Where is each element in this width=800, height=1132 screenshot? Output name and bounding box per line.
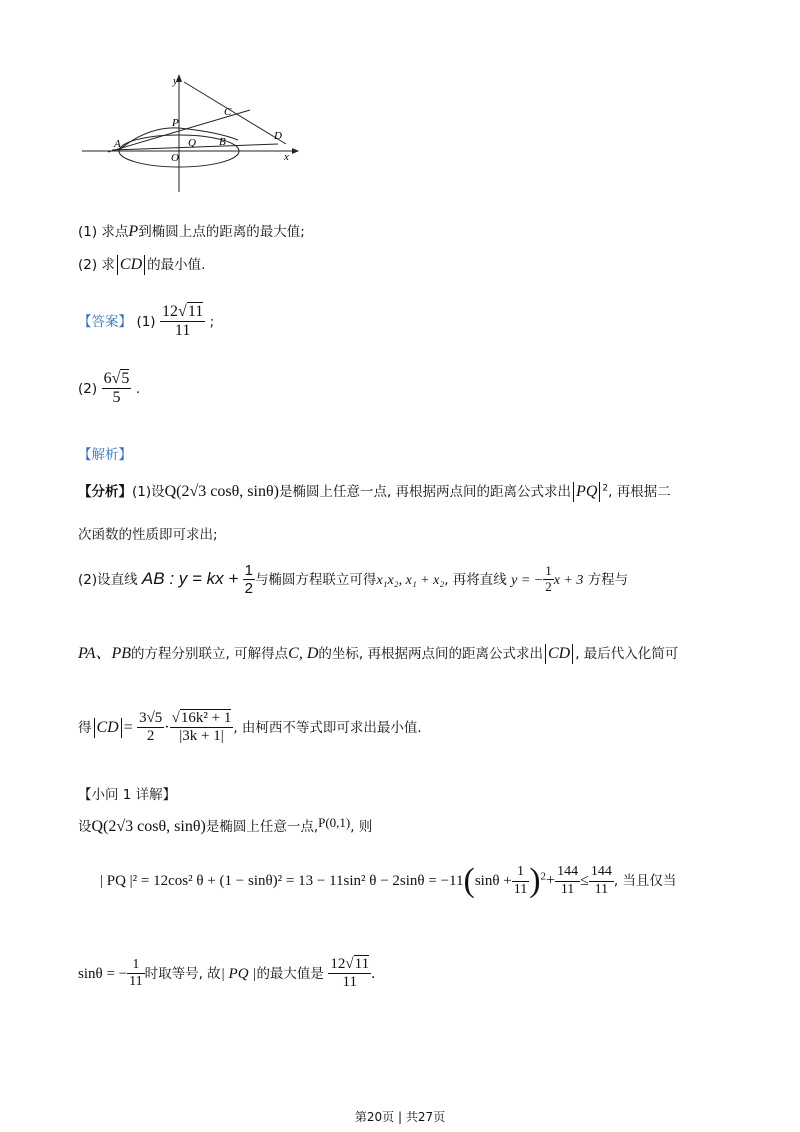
label-b: B bbox=[219, 136, 226, 148]
label-d: D bbox=[274, 130, 282, 142]
label-c: C bbox=[224, 106, 232, 118]
analysis-line-1b: 次函数的性质即可求出; bbox=[78, 527, 218, 543]
ellipse-figure bbox=[78, 70, 308, 200]
analysis-fx-tag: 【分析】 bbox=[78, 484, 132, 500]
analysis-q-expr: Q(2√3 cosθ, sinθ) bbox=[164, 483, 279, 500]
detail-line-1: 设Q(2√3 cosθ, sinθ)是椭圆上任意一点,P(0,1), 则 bbox=[78, 815, 373, 835]
analysis-line-3: PA、PB的方程分别联立, 可解得点C, D的坐标, 再根据两点间的距离公式求出 CD , 最后代入化简可 bbox=[78, 645, 679, 662]
label-o: O bbox=[171, 152, 179, 164]
detail-tag: 【小问 1 详解】 bbox=[78, 787, 177, 803]
question-2 bbox=[78, 253, 205, 275]
detail-conclusion: sinθ = − $\frac{1}{11}$ 时取等号, 故| PQ |的最大值是 $\frac{12√11}{11}$ . bbox=[78, 956, 376, 991]
q1-text: 求点 bbox=[101, 224, 129, 240]
line-pd bbox=[184, 82, 286, 144]
question-1 bbox=[78, 220, 305, 241]
q2-number: (2) bbox=[78, 257, 98, 273]
answer-tag: 【答案】 bbox=[78, 313, 132, 330]
answer-2-tail: . bbox=[135, 380, 141, 397]
answer-2-number: (2) bbox=[78, 380, 98, 397]
page-footer: 第20页 | 共27页 bbox=[354, 1110, 446, 1124]
answer-1-tail: ; bbox=[209, 313, 215, 330]
answer-2-fraction: $\frac{6√5}{5}$ bbox=[103, 370, 130, 407]
analysis-tag: 【解析】 bbox=[78, 447, 132, 463]
q2-cd: CD bbox=[119, 256, 143, 273]
label-a: A bbox=[114, 138, 121, 150]
analysis-ab-line: AB : y = kx + bbox=[141, 568, 239, 588]
detail-equation: | PQ |² = 12cos² θ + (1 − sinθ)² = 13 − 11sin² θ − 2sinθ = −11(sinθ + $\frac{1}{11}$ )$^2$+ $\frac{144}{11}$ ≤ $\frac{144}{11}$ , 当且仅当 bbox=[100, 862, 677, 899]
label-x: x bbox=[284, 151, 289, 163]
analysis-line-4: 得 CD = $\frac{3√5}{2}$ · $\frac{\text{√16k² + 1}}{|3k + 1|}$ , 由柯西不等式即可求出最小值. bbox=[78, 710, 422, 745]
analysis-line-2: (2)设直线 AB : y = kx + $\frac{1}{2}$ 与椭圆方程联立可得x₁x₂, x₁ + x₂, 再将直线 y = − $\frac{1}{2}$ x + 3 方程与 bbox=[78, 562, 629, 598]
q2-text: 求 bbox=[101, 257, 115, 273]
label-q: Q bbox=[188, 137, 196, 149]
label-y: y bbox=[173, 75, 178, 87]
analysis-line-1: 【分析】(1)设Q(2√3 cosθ, sinθ)是椭圆上任意一点, 再根据两点间的距离公式求出 PQ $^2$, 再根据二 bbox=[78, 483, 671, 500]
answer-1 bbox=[78, 303, 214, 341]
answer-1-number: (1) bbox=[136, 313, 156, 330]
x-axis-arrow bbox=[292, 148, 299, 154]
label-p: P bbox=[172, 117, 179, 129]
answer-2 bbox=[78, 370, 140, 408]
q1-point: P bbox=[128, 223, 139, 240]
figure-svg bbox=[78, 70, 308, 200]
q2-rest: 的最小值. bbox=[147, 257, 206, 273]
answer-1-fraction: $\frac{12√11}{11}$ bbox=[162, 303, 204, 340]
q1-number: (1) bbox=[78, 224, 98, 240]
q1-rest: 到椭圆上点的距离的最大值; bbox=[138, 224, 305, 240]
